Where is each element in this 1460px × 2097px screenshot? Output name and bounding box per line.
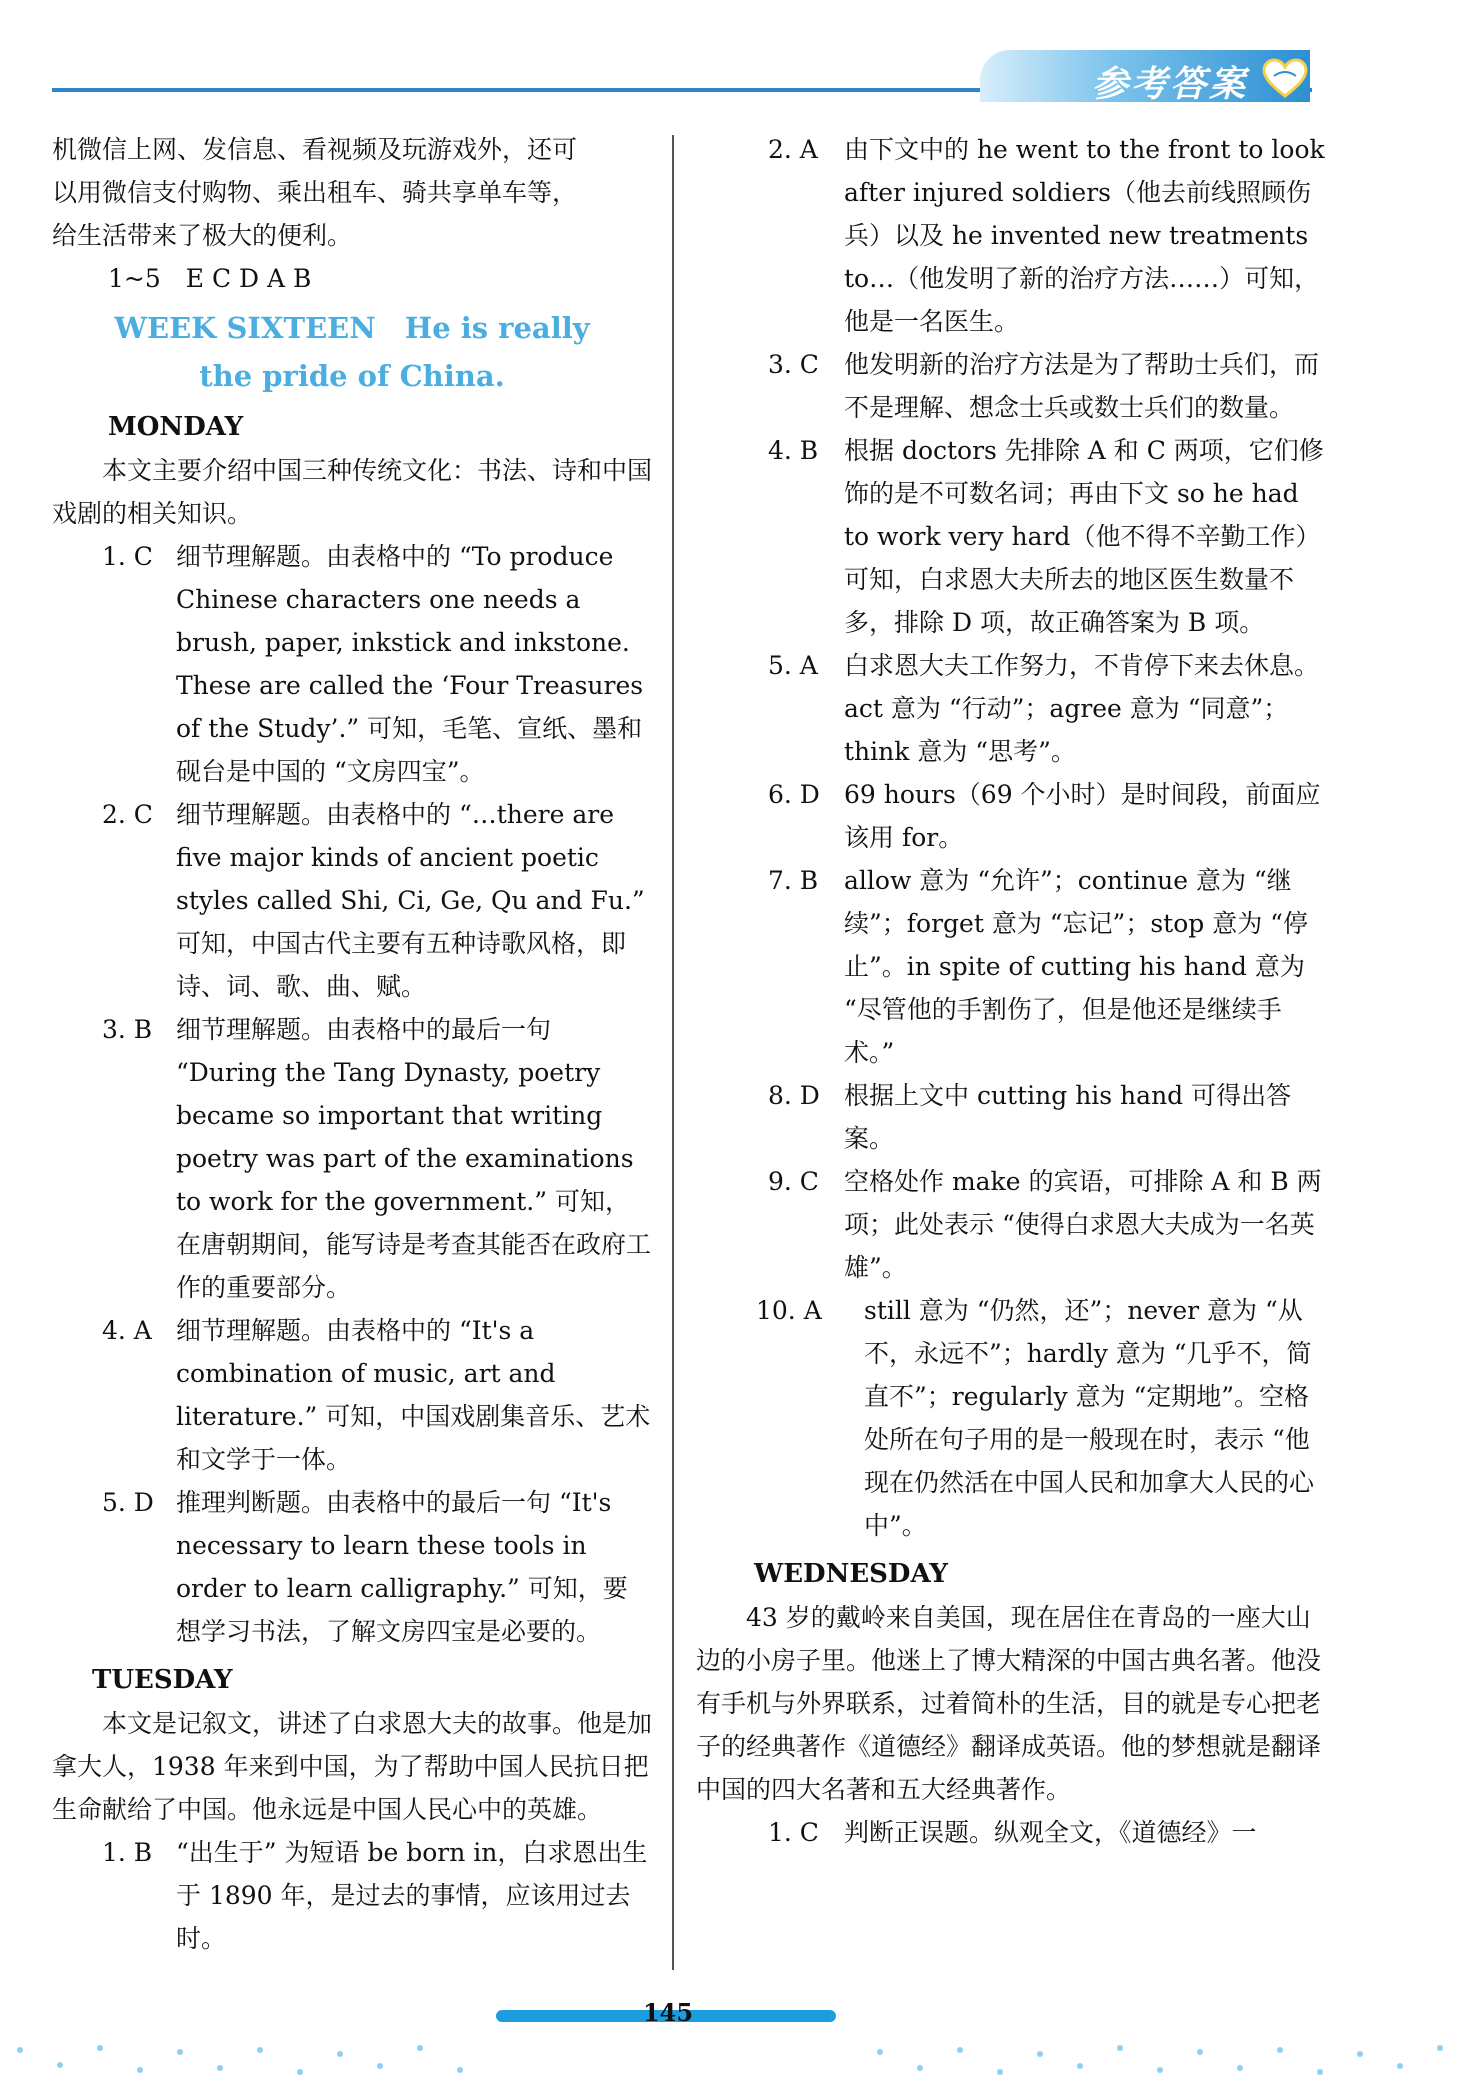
- answer-number: 3. B: [102, 1015, 153, 1044]
- answer-item: [52, 1481, 652, 1653]
- answer-explanation: 细节理解题。由表格中的 “To produce Chinese characters one needs a brush, paper, inkstick and inkstone. These are called the ‘Four Treasures of the Study’.” 可知，毛笔、宣纸、墨和砚台是中国的 “文房四宝”。: [176, 542, 644, 786]
- answer-item: [696, 859, 1326, 1074]
- answer-number: 3. C: [768, 350, 819, 379]
- answer-item: [52, 535, 652, 793]
- answer-key-1-5: 1~5 E C D A B: [108, 264, 312, 293]
- answer-item: [696, 1811, 1326, 1854]
- week-title: [52, 304, 652, 400]
- answer-item: [52, 1309, 652, 1481]
- answer-number: 2. C: [102, 800, 153, 829]
- answer-explanation: allow 意为 “允许”；continue 意为 “继续”；forget 意为 “忘记”；stop 意为 “停止”。in spite of cutting his hand 意为 “尽管他的手割伤了，但是他还是继续手术。”: [844, 866, 1308, 1067]
- answer-explanation: 空格处作 make 的宾语，可排除 A 和 B 两项；此处表示 “使得白求恩大夫成为一名英雄”。: [844, 1167, 1322, 1282]
- answer-item: [52, 793, 652, 1008]
- day-heading-monday: MONDAY: [108, 412, 244, 442]
- left-column: [52, 128, 652, 1960]
- answer-item: [696, 1074, 1326, 1160]
- answer-explanation: 根据上文中 cutting his hand 可得出答案。: [844, 1081, 1292, 1153]
- answer-number: 1. C: [102, 542, 153, 571]
- column-divider: [672, 135, 674, 1970]
- week-title-line-1: WEEK SIXTEEN He is really: [114, 311, 590, 345]
- tuesday-intro: 本文是记叙文，讲述了白求恩大夫的故事。他是加拿大人，1938 年来到中国，为了帮助中国人民抗日把生命献给了中国。他永远是中国人民心中的英雄。: [52, 1709, 653, 1824]
- answer-number: 6. D: [768, 780, 820, 809]
- answer-number: 5. A: [768, 651, 818, 680]
- monday-intro: 本文主要介绍中国三种传统文化：书法、诗和中国戏剧的相关知识。: [52, 456, 653, 528]
- answer-number: 7. B: [768, 866, 819, 895]
- page-header-title: 参考答案: [1092, 64, 1249, 105]
- answer-item: [696, 644, 1326, 773]
- answer-explanation: 推理判断题。由表格中的最后一句 “It's necessary to learn these tools in order to learn calligraphy.” 可知，要想学习书法，了解文房四宝是必要的。: [176, 1488, 628, 1646]
- day-heading-tuesday: TUESDAY: [92, 1665, 233, 1695]
- answer-item: [696, 773, 1326, 859]
- answer-item: [696, 429, 1326, 644]
- answer-explanation: 69 hours（69 个小时）是时间段，前面应该用 for。: [844, 780, 1321, 852]
- answer-item: [696, 1160, 1326, 1289]
- answer-number: 9. C: [768, 1167, 819, 1196]
- answer-explanation: 细节理解题。由表格中的最后一句 “During the Tang Dynasty, poetry became so important that writing poetry was part of the examinations to work for the government.” 可知，在唐朝期间，能写诗是考查其能否在政府工作的重要部分。: [176, 1015, 652, 1302]
- footer-dot-pattern: [0, 2030, 1460, 2090]
- answer-number: 5. D: [102, 1488, 154, 1517]
- page-number: 145: [642, 1998, 694, 2027]
- answer-number: 4. B: [768, 436, 819, 465]
- wednesday-intro: 43 岁的戴岭来自美国，现在居住在青岛的一座大山边的小房子里。他迷上了博大精深的中国古典名著。他没有手机与外界联系，过着简朴的生活，目的就是专心把老子的经典著作《道德经》翻译成英语。他的梦想就是翻译中国的四大名著和五大经典著作。: [696, 1603, 1322, 1804]
- answer-explanation: 细节理解题。由表格中的 “It's a combination of music, art and literature.” 可知，中国戏剧集音乐、艺术和文学于一体。: [176, 1316, 651, 1474]
- answer-item: [52, 1831, 652, 1960]
- intro-line: 给生活带来了极大的便利。: [52, 221, 353, 250]
- answer-item: [696, 1289, 1326, 1547]
- week-title-line-2: the pride of China.: [199, 359, 505, 393]
- answer-explanation: still 意为 “仍然，还”；never 意为 “从不，永远不”；hardly 意为 “几乎不，简直不”；regularly 意为 “定期地”。空格处所在句子用的是一般现在时，表示 “他现在仍然活在中国人民和加拿大人民的心中”。: [864, 1296, 1315, 1540]
- answer-item: [696, 343, 1326, 429]
- answer-number: 1. B: [102, 1838, 153, 1867]
- answer-number: 8. D: [768, 1081, 820, 1110]
- answer-number: 4. A: [102, 1316, 152, 1345]
- answer-item: [52, 1008, 652, 1309]
- right-column: [696, 128, 1326, 1854]
- answer-explanation: 白求恩大夫工作努力，不肯停下来去休息。act 意为 “行动”；agree 意为 “同意”；think 意为 “思考”。: [844, 651, 1320, 766]
- answer-explanation: 判断正误题。纵观全文，《道德经》一: [844, 1818, 1257, 1847]
- answer-number: 2. A: [768, 135, 818, 164]
- answer-explanation: “出生于” 为短语 be born in，白求恩出生于 1890 年，是过去的事情，应该用过去时。: [176, 1838, 648, 1953]
- day-heading-wednesday: WEDNESDAY: [754, 1559, 948, 1589]
- answer-explanation: 细节理解题。由表格中的 “…there are five major kinds of ancient poetic styles called Shi, Ci, Ge, Qu and Fu.” 可知，中国古代主要有五种诗歌风格，即诗、词、歌、曲、赋。: [176, 800, 645, 1001]
- answer-number: 1. C: [768, 1818, 819, 1847]
- intro-line: 机微信上网、发信息、看视频及玩游戏外，还可: [52, 135, 578, 164]
- answer-explanation: 他发明新的治疗方法是为了帮助士兵们，而不是理解、想念士兵或数士兵们的数量。: [844, 350, 1320, 422]
- heart-icon: [1262, 58, 1308, 98]
- answer-item: [696, 128, 1326, 343]
- intro-line: 以用微信支付购物、乘出租车、骑共享单车等，: [52, 178, 578, 207]
- answer-number: 10. A: [756, 1296, 822, 1325]
- answer-explanation: 根据 doctors 先排除 A 和 C 两项，它们修饰的是不可数名词；再由下文 so he had to work very hard（他不得不辛勤工作）可知，白求恩大夫所去的地区医生数量不多，排除 D 项，故正确答案为 B 项。: [844, 436, 1324, 637]
- answer-explanation: 由下文中的 he went to the front to look after injured soldiers（他去前线照顾伤兵）以及 he invented new treatments to…（他发明了新的治疗方法……）可知，他是一名医生。: [844, 135, 1325, 336]
